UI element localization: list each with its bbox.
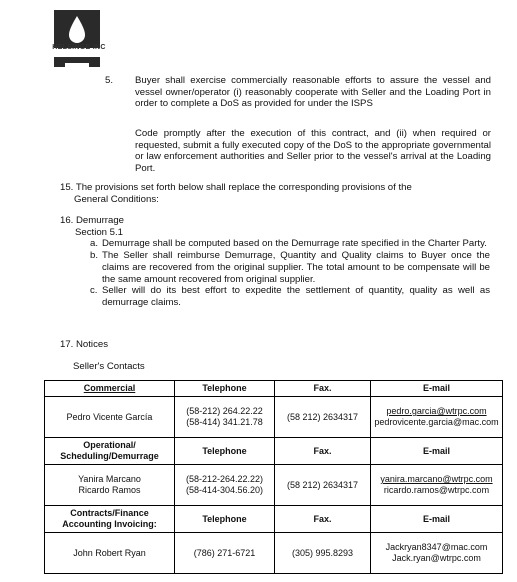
contact-phones — [175, 397, 275, 438]
section-5-number: 5. — [105, 75, 114, 86]
table-row — [45, 397, 503, 438]
header-cell: Telephone — [175, 381, 275, 397]
contact-name: Yanira Marcano — [78, 474, 141, 485]
email-text: ricardo.ramos@wtrpc.com — [383, 485, 490, 495]
header-cell: Telephone — [175, 506, 275, 533]
contact-name: John Robert Ryan — [45, 533, 175, 574]
contact-name: Pedro Vicente García — [45, 397, 175, 438]
list-item-text: The Seller shall reimburse Demurrage, Quantity and Quality claims to Buyer once the claims are recovered from the original supplier. The total amount to be compensate will be the same amount recovered from original supplier. — [102, 250, 490, 285]
section-5-paragraph-2: Code promptly after the execution of this contract, and (ii) when required or requested, submit a fully executed copy of the DoS to the appropriate governmental or law enforcement authorities and Seller prior to the vessel's arrival at the Loading Port. — [135, 128, 491, 175]
email-link[interactable]: pedro.garcia@wtrpc.com — [386, 406, 487, 417]
list-marker: c. — [90, 285, 98, 297]
list-marker: a. — [90, 238, 99, 250]
sellers-contacts-label: Seller's Contacts — [73, 361, 145, 372]
table-row — [45, 465, 503, 506]
contacts-table — [44, 380, 503, 574]
contact-emails — [371, 465, 503, 506]
header-cell: E-mail — [371, 506, 503, 533]
section-17-title: 17. Notices — [60, 339, 108, 350]
list-item — [90, 238, 490, 250]
section-15-line-1: 15. The provisions set forth below shall replace the corresponding provisions of the — [60, 182, 412, 193]
contact-emails — [371, 397, 503, 438]
contact-phones — [175, 465, 275, 506]
header-cell: Commercial — [45, 381, 175, 397]
phone-number: (58-212) 264.22.22 — [186, 406, 263, 417]
header-cell: Contracts/Finance Accounting Invoicing: — [45, 506, 175, 533]
header-cell: Fax. — [275, 438, 371, 465]
phone-number: (58-414) 341.21.78 — [186, 417, 263, 427]
phone-number: (58-414-304.56.20) — [185, 485, 264, 495]
contact-name: Ricardo Ramos — [78, 485, 141, 495]
table-row — [45, 533, 503, 574]
list-item — [90, 285, 490, 308]
list-item-text: Seller will do its best effort to expedite the settlement of quantity, quality as well as demurrage claims. — [102, 285, 490, 308]
list-item-text: Demurrage shall be computed based on the Demurrage rate specified in the Charter Party. — [102, 238, 487, 250]
header-cell: Fax. — [275, 381, 371, 397]
contact-names — [45, 465, 175, 506]
header-cell: E-mail — [371, 381, 503, 397]
demurrage-list — [60, 238, 490, 308]
list-marker: b. — [90, 250, 99, 262]
fax-number: (58 212) 2634317 — [275, 397, 371, 438]
section-16 — [60, 215, 490, 309]
table-header-row — [45, 438, 503, 465]
email-link[interactable]: yanira.marcano@wtrpc.com — [380, 474, 493, 485]
fax-number: (58 212) 2634317 — [275, 465, 371, 506]
section-16-subsection: Section 5.1 — [75, 226, 124, 238]
header-cell: Operational/ Scheduling/Demurrage — [45, 438, 175, 465]
contact-emails — [371, 533, 503, 574]
fax-number: (305) 995.8293 — [275, 533, 371, 574]
section-15-line-2: General Conditions: — [74, 193, 159, 205]
table-header-row — [45, 506, 503, 533]
header-cell: E-mail — [371, 438, 503, 465]
header-cell: Telephone — [175, 438, 275, 465]
phone-number: (786) 271-6721 — [175, 533, 275, 574]
section-16-title: 16. Demurrage — [60, 215, 124, 226]
email-text: Jackryan8347@mac.com — [385, 542, 488, 553]
section-15 — [60, 182, 490, 205]
table-header-row — [45, 381, 503, 397]
logo-caption: HELSINGE INC — [52, 44, 106, 51]
email-text: Jack.ryan@wtrpc.com — [392, 553, 481, 563]
email-text: pedrovicente.garcia@mac.com — [374, 417, 499, 427]
section-5-paragraph-1: Buyer shall exercise commercially reasonable efforts to assure the vessel and vessel owner/operator (i) reasonably cooperate with Seller and the Loading Port in order to complete a DoS as provided for under the ISPS — [135, 75, 491, 110]
header-cell: Fax. — [275, 506, 371, 533]
phone-number: (58-212-264.22.22) — [185, 474, 264, 485]
list-item — [90, 250, 490, 285]
helsinge-logo — [40, 8, 118, 72]
